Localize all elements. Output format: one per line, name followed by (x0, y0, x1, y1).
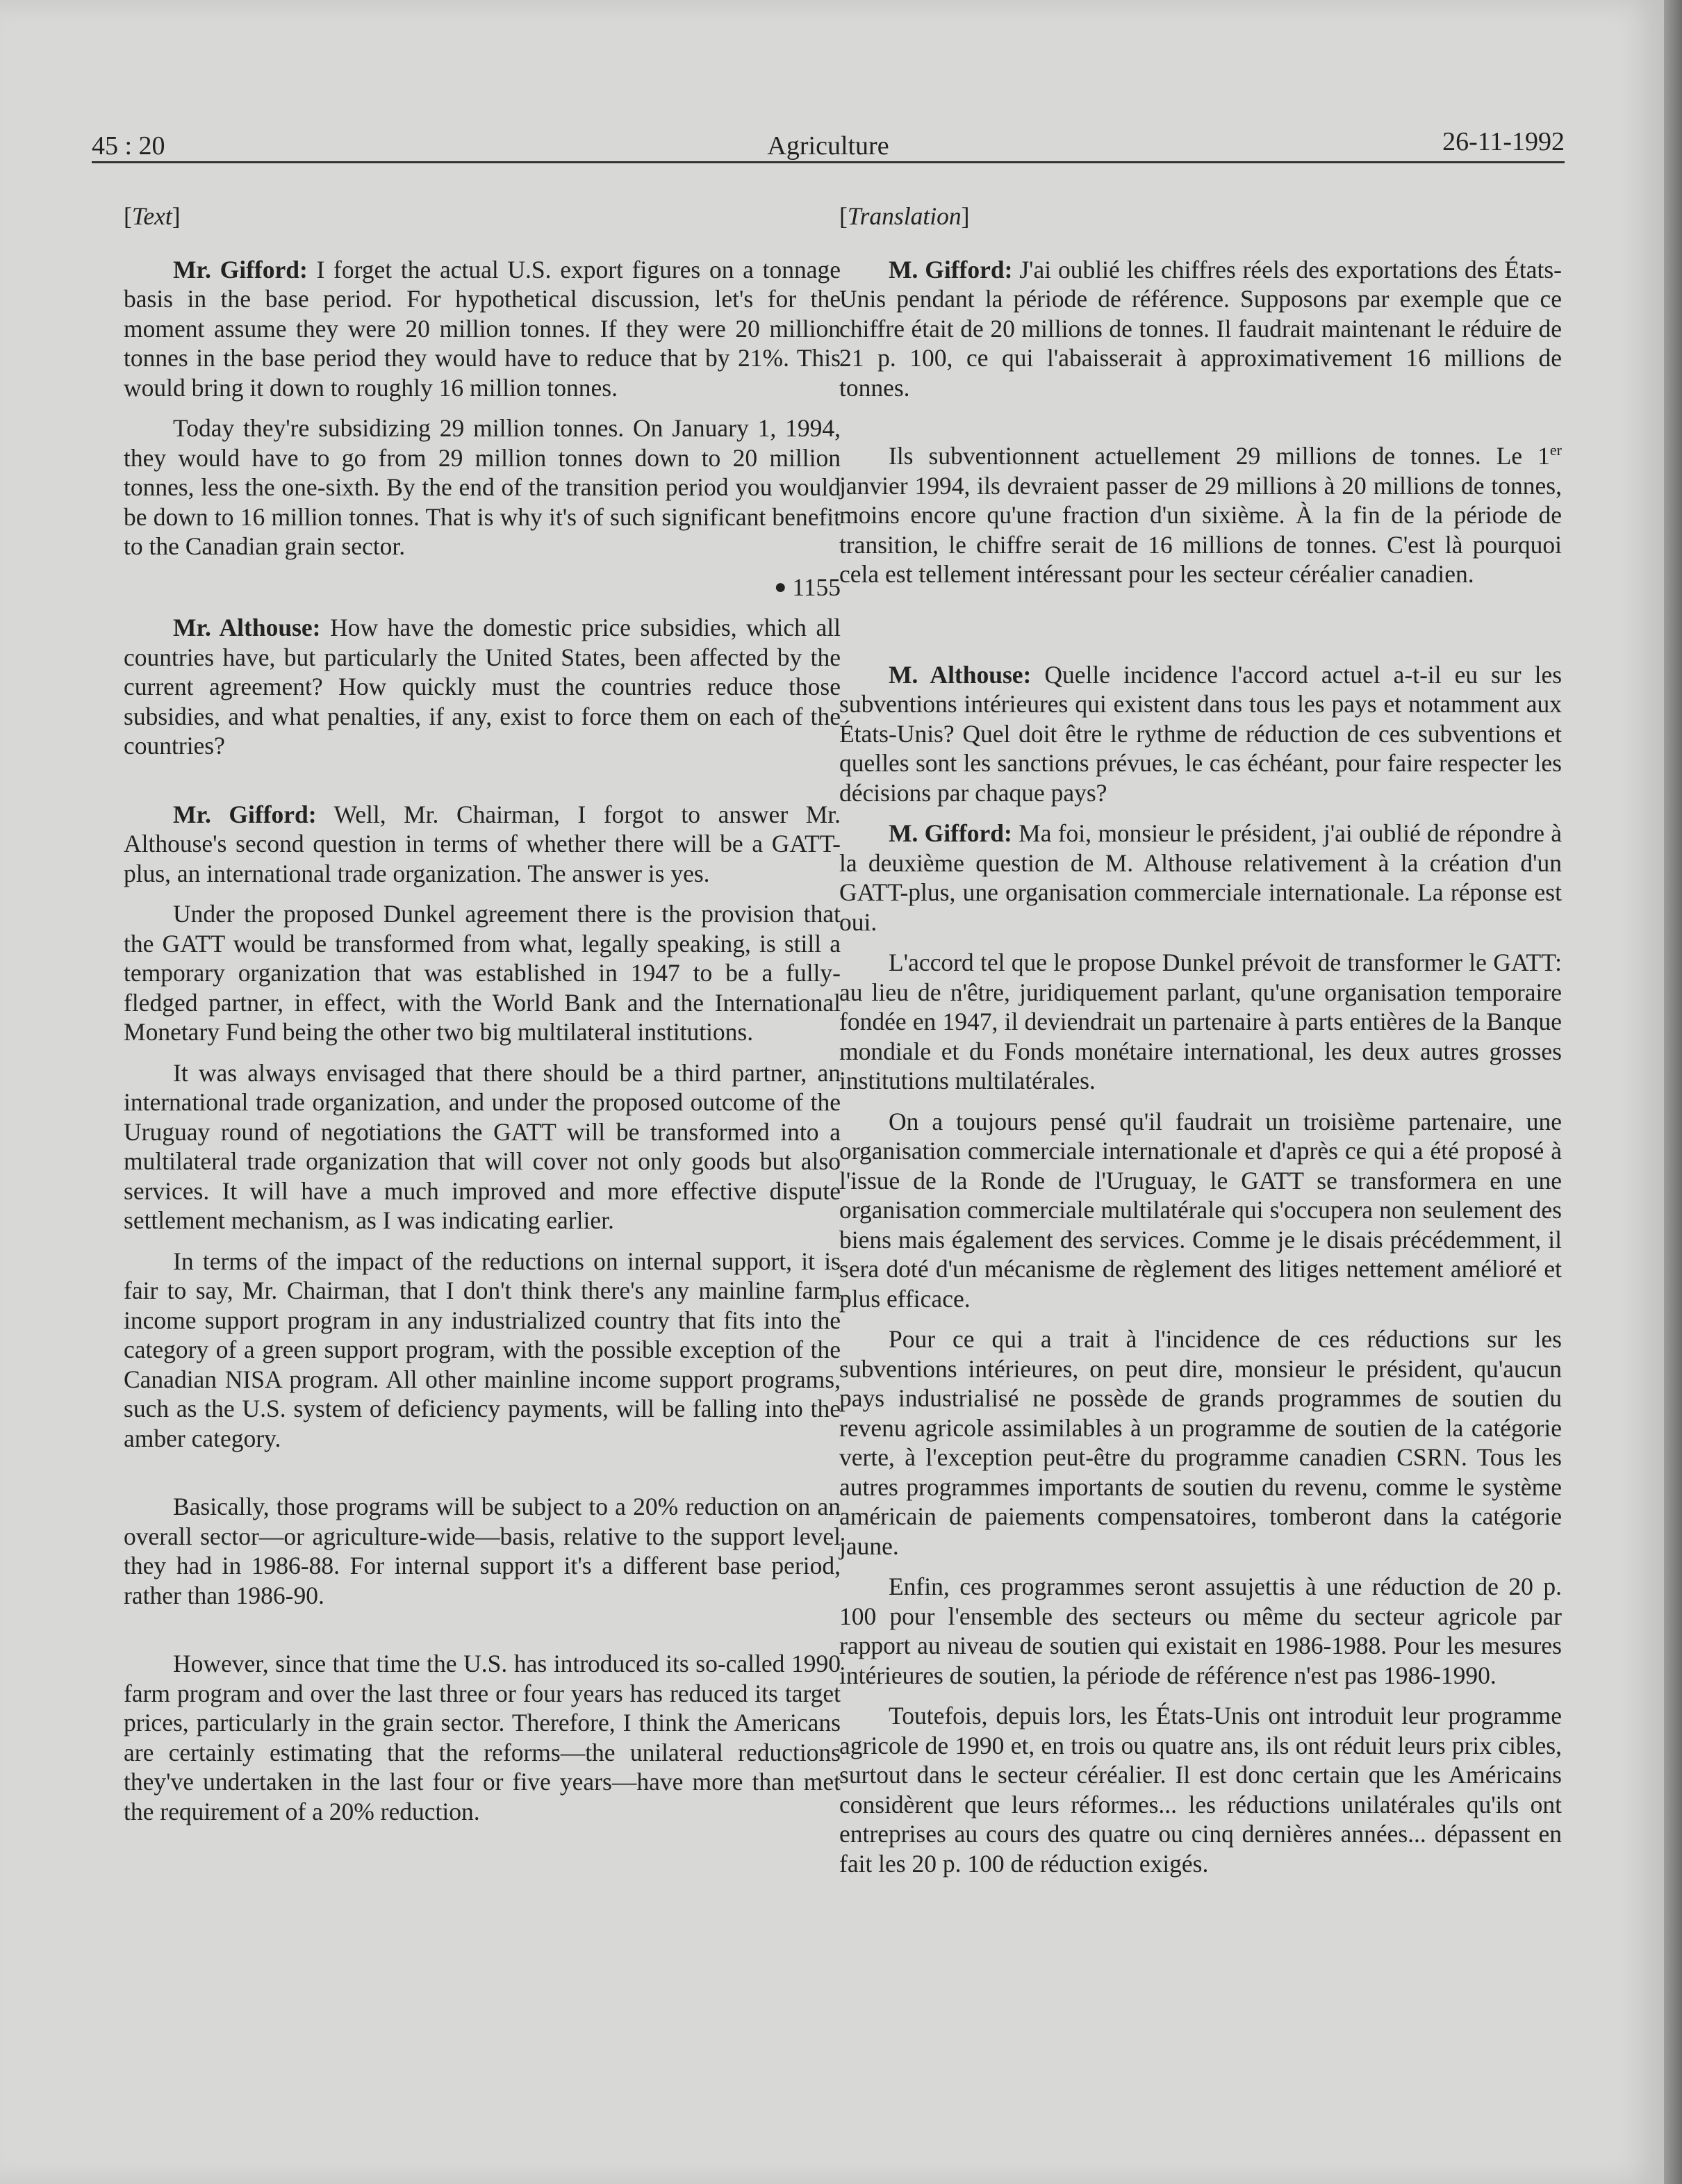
paragraph: However, since that time the U.S. has introduced its so-called 1990 farm program and over the last three or four years has reduced its target prices, particularly in the grain sector. Therefore, I think the Americans are certainly estimating that the reforms—the unilateral reductions they've undertaken in the last four or five years—have more than met the requirement of a 20% reduction. (124, 1650, 841, 1825)
speaker-name: Mr. Gifford: (173, 255, 308, 284)
speaker-name: M. Gifford: (889, 255, 1013, 284)
speaker-name: Mr. Gifford: (173, 800, 317, 828)
paragraph: Mr. Gifford: I forget the actual U.S. export figures on a tonnage basis in the base period. For hypothetical discussion, let's for the moment assume they were 20 million tonnes. If they were 20 million tonnes in the base period they would have to reduce that by 21%. This would bring it down to roughly 16 million tonnes. (124, 255, 841, 402)
paragraph: M. Althouse: Quelle incidence l'accord actuel a-t-il eu sur les subventions intérieures qui existent dans tous les pays et notamment aux États-Unis? Quel doit être le rythme de réduction de ces subventions et quelles sont les sanctions prévues, le cas échéant, pour faire respecter les décisions par chaque pays? (839, 660, 1563, 807)
page-number: 45 : 20 (92, 131, 165, 161)
timestamp: ● 1155 (774, 573, 841, 601)
paragraph: Pour ce qui a trait à l'incidence de ces réductions sur les subventions intérieures, on peut dire, monsieur le président, qu'aucun pays industrialisé ne possède de grands programmes de soutien du revenu agricole assimilables à un programme de soutien de la catégorie verte, à l'exception peut-être du programme canadien CSRN. Tous les autres programmes importants de soutien du revenu, comme le système américain de paiements compensatoires, tomberont dans la catégorie jaune. (839, 1325, 1562, 1560)
header-date: 26-11-1992 (1442, 127, 1565, 156)
french-column (839, 202, 1562, 1889)
paragraph: L'accord tel que le propose Dunkel prévoit de transformer le GATT: au lieu de n'être, juridiquement parlant, qu'une organisation temporaire fondée en 1947, il deviendrait un partenaire à parts entières de la Banque mondiale et du Fonds monétaire international, les deux autres grosses institutions multilatérales. (839, 949, 1562, 1094)
bullet-icon: ● (774, 575, 787, 598)
paragraph: M. Gifford: J'ai oublié les chiffres réels des exportations des États-Unis pendant la période de référence. Supposons par exemple que ce chiffre était de 20 millions de tonnes. Il faudrait maintenant le réduire de 21 p. 100, ce qui l'abaisserait à approximativement 16 millions de tonnes. (839, 255, 1563, 402)
paragraph: In terms of the impact of the reductions on internal support, it is fair to say, Mr. Chairman, that I don't think there's any mainline farm income support program in any industrialized country that fits into the category of a green support program, with the possible exception of the Canadian NISA program. All other mainline income support programs, such as the U.S. system of deficiency payments, will be falling into the amber category. (124, 1247, 841, 1452)
paragraph: Under the proposed Dunkel agreement there is the provision that the GATT would be transformed from what, legally speaking, is still a temporary organization that was established in 1947 to be a fully-fledged partner, in effect, with the World Bank and the International Monetary Fund being the other two big multilateral institutions. (124, 900, 841, 1046)
page-edge (1664, 0, 1682, 2184)
paragraph: Enfin, ces programmes seront assujettis à une réduction de 20 p. 100 pour l'ensemble des secteurs ou même du secteur agricole par rapport au niveau de soutien qui existait en 1986-1988. Pour les mesures intérieures de soutien, la période de référence n'est pas 1986-1990. (839, 1573, 1562, 1689)
speaker-name: M. Gifford: (889, 819, 1012, 847)
paragraph: It was always envisaged that there should be a third partner, an international trade organization, and under the proposed outcome of the Uruguay round of negotiations the GATT will be transformed into a multilateral trade organization that will cover not only goods but also services. It will have a much improved and more effective dispute settlement mechanism, as I was indicating earlier. (124, 1058, 841, 1234)
paragraph: On a toujours pensé qu'il faudrait un troisième partenaire, une organisation commerciale internationale et d'après ce qui a été proposé à l'issue de la Ronde de l'Uruguay, le GATT se transformera en une organisation commerciale multilatérale qui s'occupera non seulement des biens mais également des services. Comme je le disais précédemment, il sera doté d'un mécanisme de règlement des litiges nettement amélioré et plus efficace. (839, 1107, 1562, 1313)
paragraph: Toutefois, depuis lors, les États-Unis ont introduit leur programme agricole de 1990 et, en trois ou quatre ans, ils ont réduit leurs prix cibles, surtout dans le secteur céréalier. Il est donc certain que les Américains considèrent que leurs réformes... les réductions unilatérales qu'ils ont entreprises au cours des quatre ou cinq dernières années... dépassent en fait les 20 p. 100 de réduction exigés. (839, 1702, 1562, 1878)
paragraph: Ils subventionnent actuellement 29 millions de tonnes. Le 1er janvier 1994, ils devraient passer de 29 millions à 20 millions de tonnes, moins encore qu'une fraction d'un sixième. À la fin de la période de transition, le chiffre serait de 16 millions de tonnes. C'est là pourquoi cela est tellement intéressant pour les secteur céréalier canadien. (839, 441, 1562, 588)
page-header (92, 122, 1565, 163)
text-label: [Text] (124, 202, 181, 230)
speaker-name: Mr. Althouse: (173, 614, 321, 641)
paragraph: Today they're subsidizing 29 million tonnes. On January 1, 1994, they would have to go from 29 million tonnes down to 20 million tonnes, less the one-sixth. By the end of the transition period you would be down to 16 million tonnes. That is why it's of such significant benefit to the Canadian grain sector. (124, 414, 841, 560)
english-column (124, 202, 841, 1837)
speaker-name: M. Althouse: (889, 660, 1032, 689)
translation-label: [Translation] (839, 202, 970, 230)
paragraph: M. Gifford: Ma foi, monsieur le président, j'ai oublié de répondre à la deuxième question de M. Althouse relativement à la création d'un GATT-plus, une organisation commerciale internationale. La réponse est oui. (839, 819, 1563, 936)
paragraph: Mr. Althouse: How have the domestic price subsidies, which all countries have, but particularly the United States, been affected by the current agreement? How quickly must the countries reduce those subsidies, and what penalties, if any, exist to force them on each of the countries? (124, 614, 841, 760)
running-title: Agriculture (767, 131, 889, 161)
paragraph: Basically, those programs will be subject to a 20% reduction on an overall sector—or agriculture-wide—basis, relative to the support level they had in 1986-88. For internal support it's a different base period, rather than 1986-90. (124, 1493, 841, 1609)
paragraph: Mr. Gifford: Well, Mr. Chairman, I forgot to answer Mr. Althouse's second question in terms of whether there will be a GATT-plus, an international trade organization. The answer is yes. (124, 800, 841, 887)
